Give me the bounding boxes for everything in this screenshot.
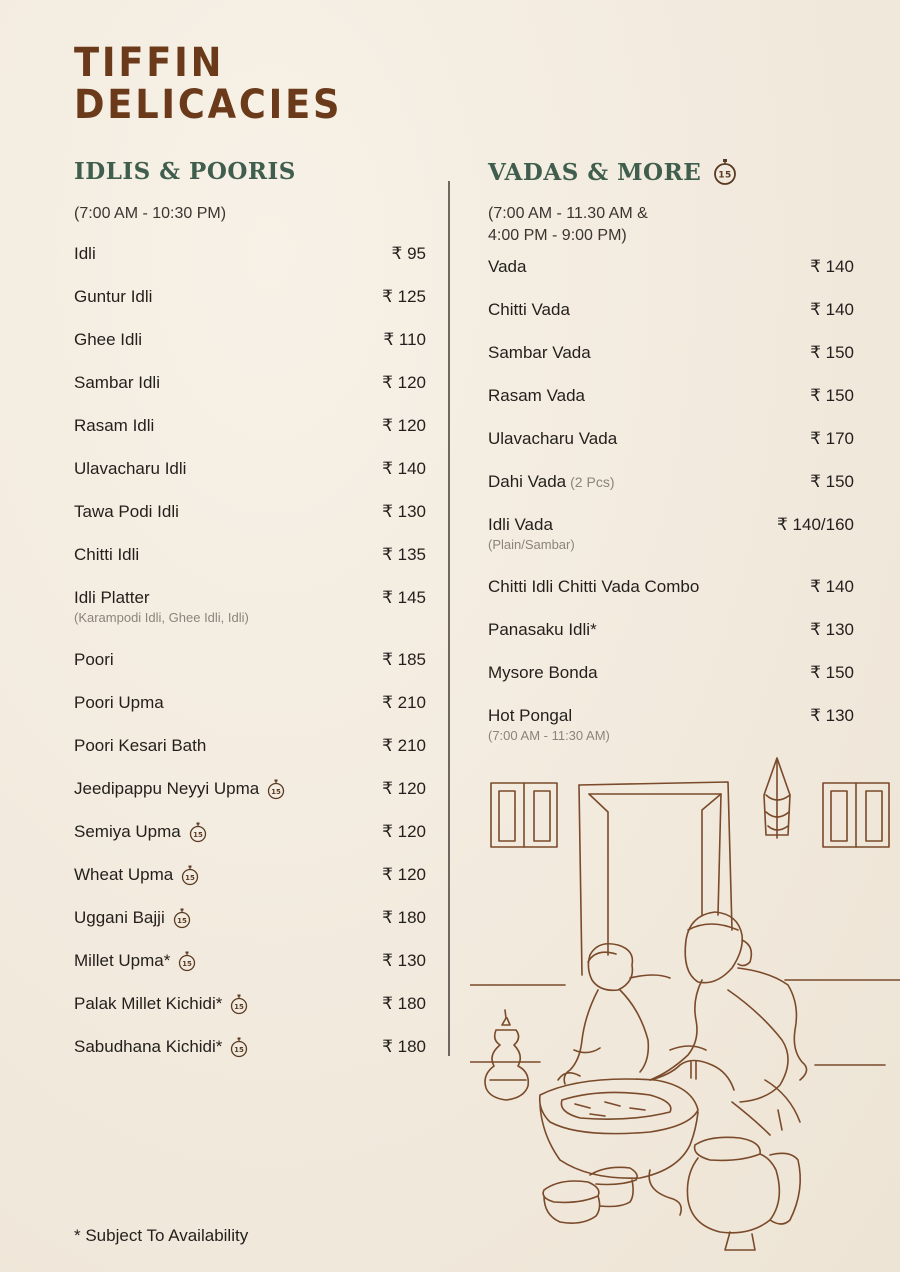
menu-item-name-group (74, 951, 196, 971)
menu-item-price: ₹ 180 (382, 1037, 426, 1056)
menu-item-name (74, 244, 96, 264)
menu-item-name (74, 330, 142, 350)
menu-item-name-text: Jeedipappu Neyyi Upma (74, 779, 260, 798)
availability-footnote: * Subject To Availability (74, 1226, 249, 1245)
menu-item-name (488, 386, 585, 406)
page-title-line2: DELICACIES (74, 82, 343, 128)
menu-item-name-text: Ulavacharu Idli (74, 459, 187, 478)
menu-item-price: ₹ 170 (810, 429, 854, 448)
stopwatch-icon (189, 822, 207, 842)
menu-item-name-group (488, 343, 591, 363)
menu-item (74, 244, 426, 264)
menu-item-name-text: Mysore Bonda (488, 663, 598, 682)
menu-item (488, 663, 854, 683)
menu-item (488, 577, 854, 597)
menu-item-price: ₹ 140/160 (777, 515, 854, 534)
menu-item-price: ₹ 150 (810, 343, 854, 362)
menu-item-quantity-note: (2 Pcs) (570, 474, 615, 490)
column-divider (448, 181, 450, 1056)
menu-item-name (488, 515, 575, 535)
stopwatch-icon (173, 908, 191, 928)
hours-line-2: 4:00 PM - 9:00 PM) (488, 227, 627, 244)
stopwatch-icon (230, 994, 248, 1014)
menu-item-name-group (74, 244, 96, 264)
menu-item-price: ₹ 95 (391, 244, 426, 263)
menu-item-price: ₹ 130 (810, 620, 854, 639)
menu-item-name-group (74, 502, 179, 522)
section-title-idlis-pooris (74, 158, 296, 185)
menu-item-price: ₹ 130 (810, 706, 854, 725)
menu-item (74, 908, 426, 928)
menu-item-name-group (74, 908, 191, 928)
svg-text:15: 15 (234, 1045, 245, 1054)
section-hours-left: (7:00 AM - 10:30 PM) (74, 205, 227, 222)
menu-item (74, 865, 426, 885)
menu-item-name-text: Poori (74, 650, 114, 669)
menu-item-name (488, 577, 699, 597)
menu-item-name (74, 502, 179, 522)
section-hours-right (488, 203, 648, 247)
stopwatch-icon (230, 1037, 248, 1057)
menu-item-name (488, 663, 598, 683)
menu-item-price: ₹ 210 (382, 736, 426, 755)
stopwatch-icon (178, 951, 196, 971)
menu-item (74, 951, 426, 971)
menu-item-name (488, 706, 610, 726)
menu-item-price: ₹ 140 (810, 300, 854, 319)
menu-item-name (74, 416, 154, 436)
stopwatch-icon (181, 865, 199, 885)
menu-item-name-group (74, 994, 248, 1014)
menu-item-name-group (488, 300, 570, 320)
menu-item-name (488, 472, 614, 492)
menu-item (74, 693, 426, 713)
menu-item-name (74, 779, 285, 799)
menu-item-price: ₹ 140 (810, 257, 854, 276)
menu-item-name (74, 822, 207, 842)
menu-item-price: ₹ 150 (810, 386, 854, 405)
menu-item-name-text: Hot Pongal (488, 706, 573, 725)
menu-item-name (74, 459, 186, 479)
menu-item-name-text: Idli Platter (74, 588, 150, 607)
menu-item-name-group (74, 588, 249, 625)
menu-item (488, 620, 854, 640)
menu-item-price: ₹ 210 (382, 693, 426, 712)
menu-item-name-group (74, 822, 207, 842)
menu-item-price: ₹ 120 (382, 373, 426, 392)
menu-item-name-group (74, 1037, 248, 1057)
menu-item-name (74, 650, 114, 670)
menu-item-note: (7:00 AM - 11:30 AM) (488, 728, 610, 743)
menu-item-price: ₹ 130 (382, 502, 426, 521)
menu-item-name-text: Poori Upma (74, 693, 164, 712)
menu-item-name (74, 588, 249, 608)
menu-item (74, 545, 426, 565)
menu-item-name-text: Ulavacharu Vada (488, 429, 618, 448)
menu-item-name-group (74, 287, 152, 307)
menu-item (74, 994, 426, 1014)
menu-item-name (74, 865, 199, 885)
menu-item-name-text: Wheat Upma (74, 865, 174, 884)
menu-item-name-group (74, 459, 186, 479)
menu-item-price: ₹ 140 (382, 459, 426, 478)
menu-item (74, 1037, 426, 1057)
menu-item-name-group (74, 693, 164, 713)
menu-item-name (488, 620, 597, 640)
kitchen-scene-illustration (470, 750, 900, 1265)
svg-text:15: 15 (271, 787, 282, 796)
menu-item (488, 257, 854, 277)
page-title-line1: TIFFIN (74, 40, 225, 86)
menu-item-name (74, 736, 206, 756)
menu-item (488, 515, 854, 552)
menu-item-name-text: Panasaku Idli* (488, 620, 597, 639)
menu-item-name-text: Guntur Idli (74, 287, 153, 306)
menu-item-price: ₹ 120 (382, 416, 426, 435)
section-title-text: VADAS & MORE (488, 158, 702, 186)
menu-item (488, 386, 854, 406)
menu-item-price: ₹ 135 (382, 545, 426, 564)
menu-item-name-text: Idli (74, 244, 96, 263)
menu-item (74, 459, 426, 479)
menu-item-name-text: Poori Kesari Bath (74, 736, 207, 755)
menu-item-name-text: Sambar Vada (488, 343, 591, 362)
menu-item (74, 736, 426, 756)
stopwatch-icon (267, 779, 285, 799)
menu-item-name (488, 300, 570, 320)
menu-item-price: ₹ 145 (382, 588, 426, 607)
menu-item-price: ₹ 180 (382, 908, 426, 927)
menu-item-name (74, 373, 160, 393)
section-title-vadas-more (488, 158, 737, 186)
menu-item-note: (Karampodi Idli, Ghee Idli, Idli) (74, 610, 249, 625)
svg-text:15: 15 (176, 916, 187, 925)
menu-item-price: ₹ 120 (382, 865, 426, 884)
menu-item (74, 373, 426, 393)
menu-item-name-text: Chitti Idli Chitti Vada Combo (488, 577, 700, 596)
menu-item-name-group (488, 620, 597, 640)
menu-item-name-group (488, 386, 585, 406)
menu-item-name-group (74, 416, 154, 436)
menu-item-name-text: Ghee Idli (74, 330, 143, 349)
menu-item-name (74, 994, 248, 1014)
svg-text:15: 15 (192, 830, 203, 839)
hours-line-1: (7:00 AM - 11.30 AM & (488, 205, 648, 222)
menu-item-price: ₹ 110 (383, 330, 426, 349)
menu-item-name-group (74, 373, 160, 393)
menu-item (488, 300, 854, 320)
menu-item-name-text: Vada (488, 257, 527, 276)
menu-item-price: ₹ 150 (810, 472, 854, 491)
menu-item-name-group (488, 472, 614, 492)
menu-item-name-text: Semiya Upma (74, 822, 181, 841)
menu-item-name-text: Sambar Idli (74, 373, 160, 392)
menu-item (488, 429, 854, 449)
menu-item-name-text: Millet Upma* (74, 951, 171, 970)
menu-item-name (488, 429, 617, 449)
menu-item (74, 287, 426, 307)
menu-item (74, 650, 426, 670)
menu-item-price: ₹ 140 (810, 577, 854, 596)
menu-item-name-text: Sabudhana Kichidi* (74, 1037, 223, 1056)
menu-item-name (74, 545, 139, 565)
menu-item-name-text: Rasam Idli (74, 416, 155, 435)
menu-item-price: ₹ 130 (382, 951, 426, 970)
menu-item-price: ₹ 125 (382, 287, 426, 306)
menu-item-name-text: Palak Millet Kichidi* (74, 994, 223, 1013)
menu-item (488, 706, 854, 743)
menu-item (488, 472, 854, 492)
menu-item-name (488, 257, 526, 277)
menu-item-name-group (488, 706, 610, 743)
menu-item-name-text: Chitti Vada (488, 300, 570, 319)
svg-text:15: 15 (185, 873, 196, 882)
menu-item-name-group (488, 429, 617, 449)
menu-item-name-group (488, 577, 699, 597)
menu-item-name-group (488, 663, 598, 683)
menu-item-name-text: Idli Vada (488, 515, 553, 534)
menu-item-name-group (74, 545, 139, 565)
menu-item-name-group (74, 650, 114, 670)
menu-item-price: ₹ 150 (810, 663, 854, 682)
menu-item (488, 343, 854, 363)
svg-text:15: 15 (234, 1002, 245, 1011)
menu-item-name (74, 693, 164, 713)
menu-item-name-text: Chitti Idli (74, 545, 140, 564)
menu-item-name-text: Rasam Vada (488, 386, 586, 405)
menu-item-name-text: Tawa Podi Idli (74, 502, 179, 521)
menu-item-price: ₹ 180 (382, 994, 426, 1013)
menu-item-name-group (74, 736, 206, 756)
menu-item-name (74, 951, 196, 971)
menu-item (74, 502, 426, 522)
menu-item-price: ₹ 120 (382, 822, 426, 841)
page-title (74, 42, 342, 126)
stopwatch-icon (713, 158, 737, 186)
menu-item (74, 330, 426, 350)
menu-item-name-text: Uggani Bajji (74, 908, 165, 927)
svg-text:15: 15 (718, 170, 732, 181)
menu-item (74, 779, 426, 799)
menu-item (74, 416, 426, 436)
menu-item-name (488, 343, 591, 363)
menu-item-name-text: Dahi Vada (488, 472, 567, 491)
menu-item (74, 822, 426, 842)
menu-item-name-group (488, 257, 526, 277)
menu-item-name (74, 287, 152, 307)
menu-item (74, 588, 426, 625)
menu-item-name (74, 1037, 248, 1057)
menu-item-price: ₹ 120 (382, 779, 426, 798)
menu-item-name-group (74, 779, 285, 799)
section-title-text: IDLIS & POORIS (74, 158, 296, 185)
menu-item-name-group (74, 865, 199, 885)
menu-item-name-group (488, 515, 575, 552)
menu-item-name (74, 908, 191, 928)
menu-item-note: (Plain/Sambar) (488, 537, 575, 552)
menu-item-price: ₹ 185 (382, 650, 426, 669)
menu-item-name-group (74, 330, 142, 350)
svg-text:15: 15 (182, 959, 193, 968)
